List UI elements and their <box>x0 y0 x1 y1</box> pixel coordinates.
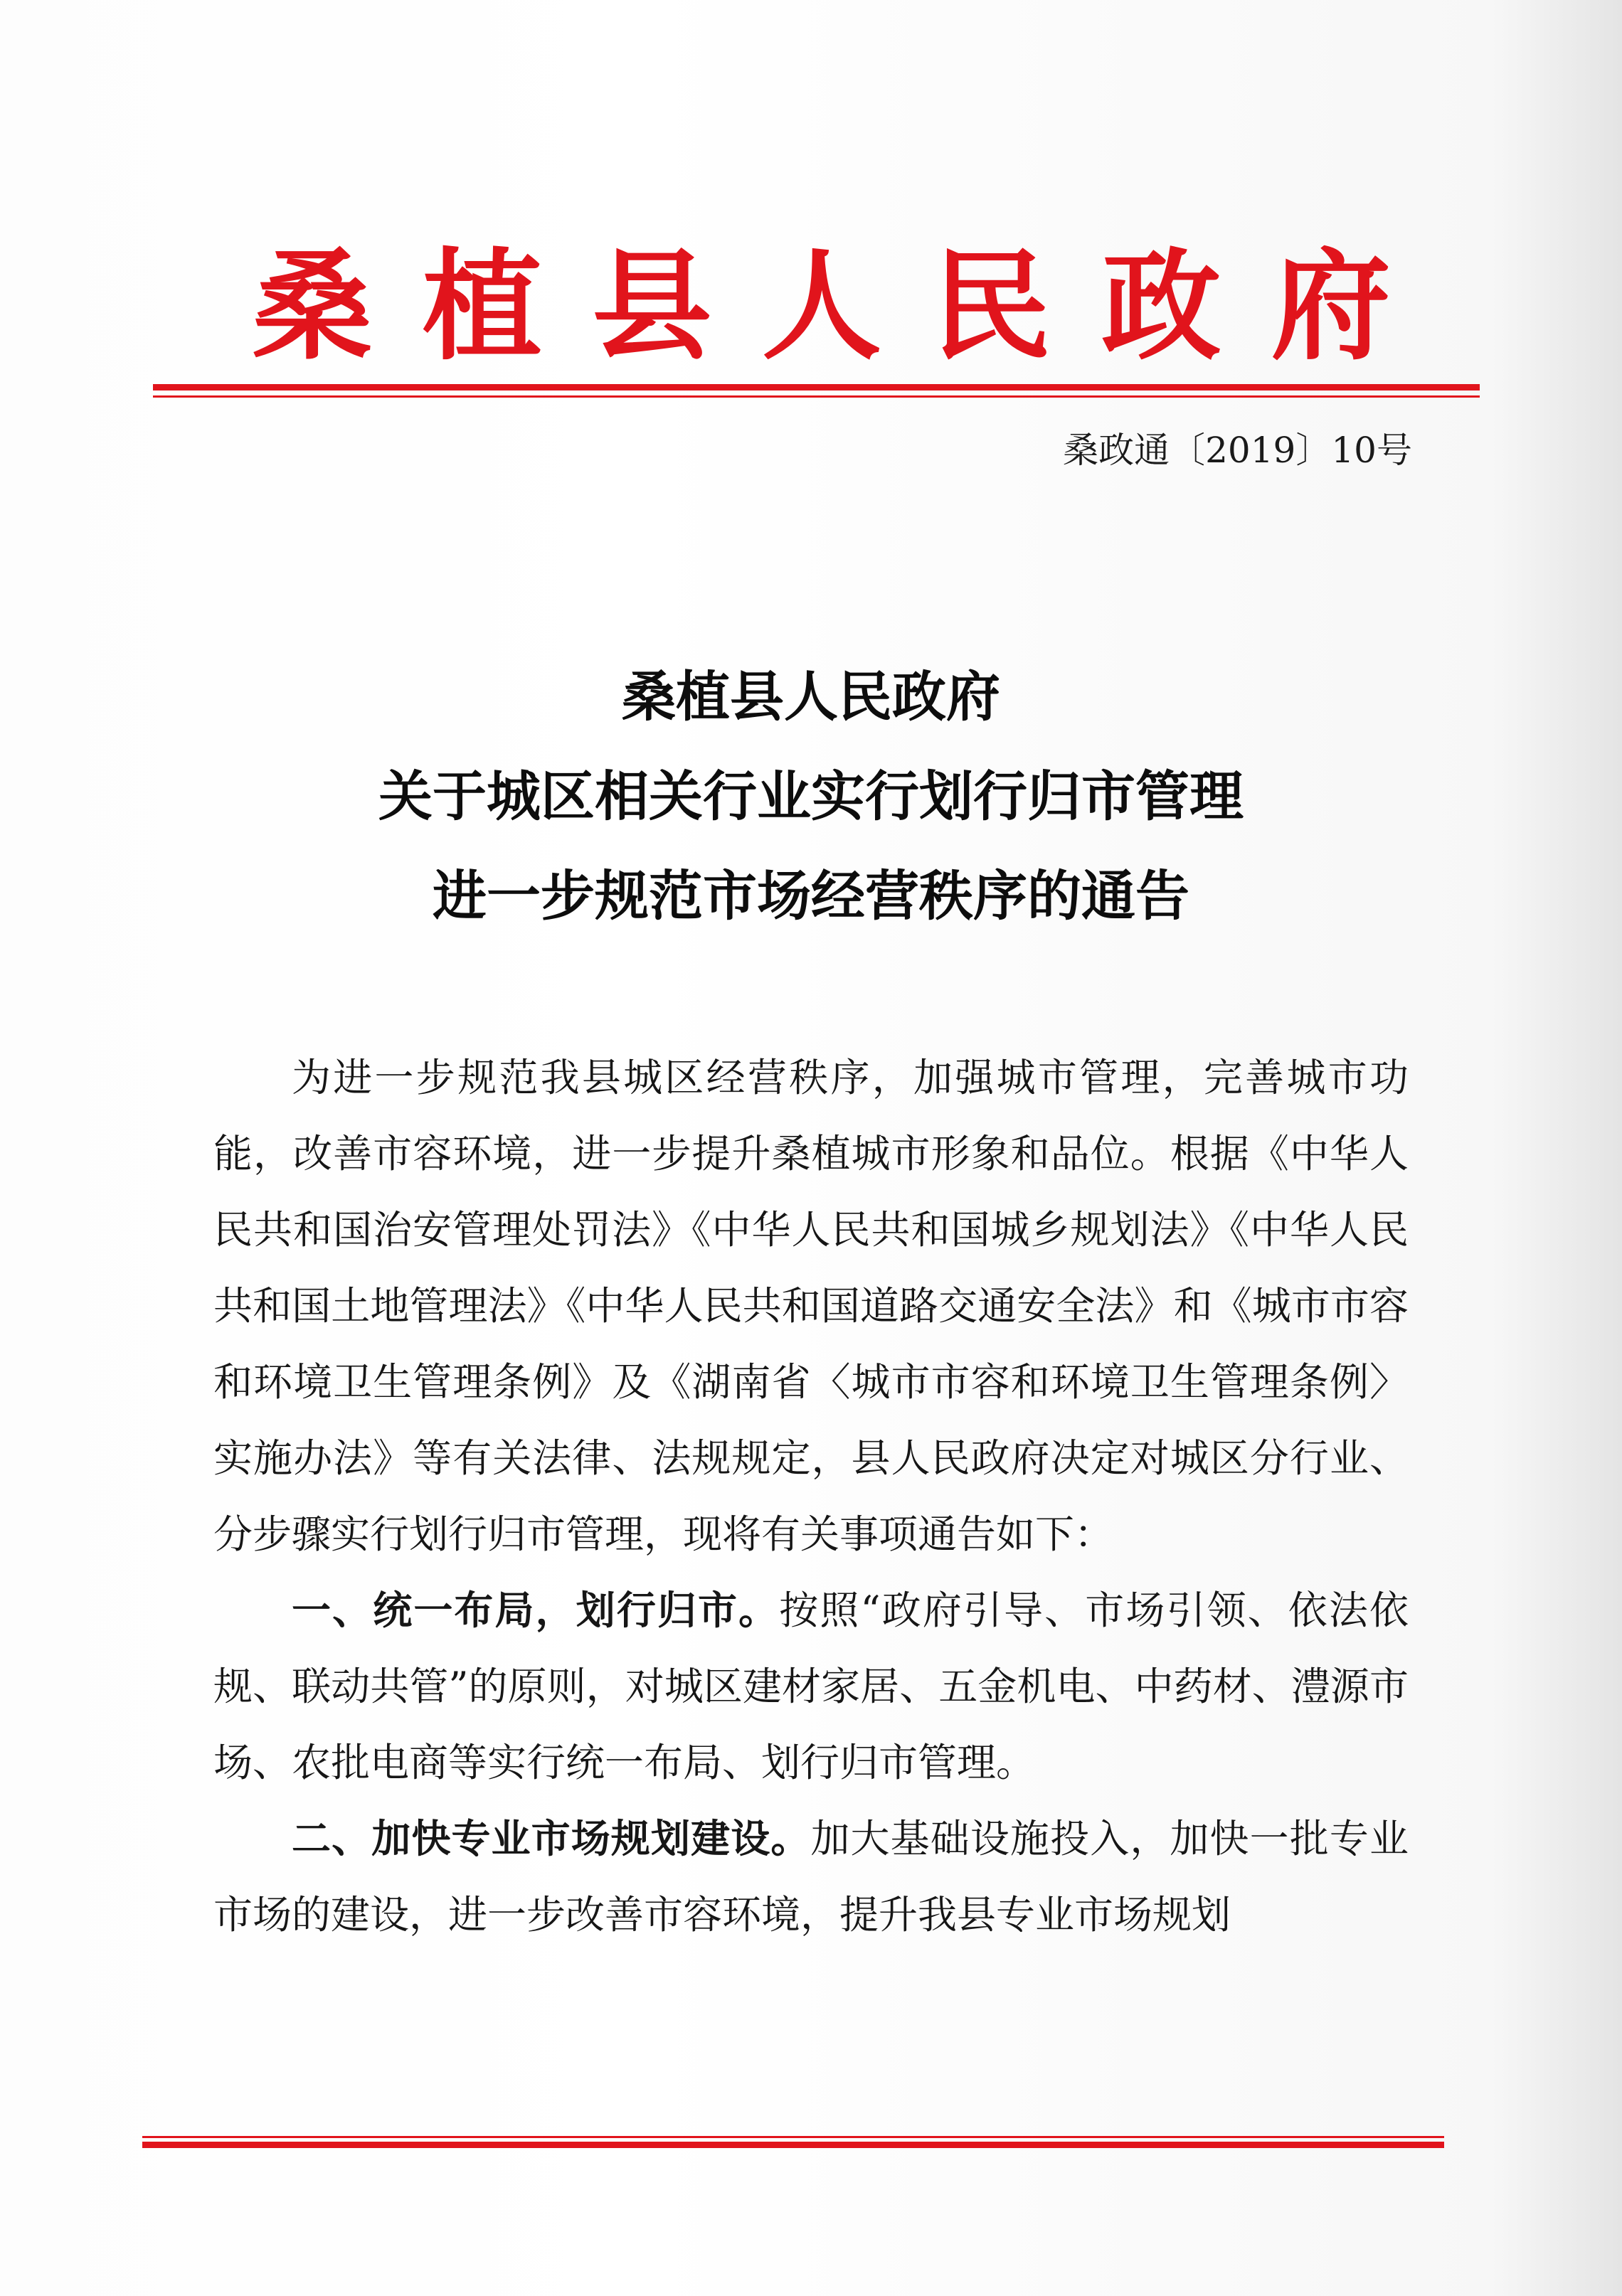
title-line-3: 进一步规范市场经营秩序的通告 <box>433 864 1189 928</box>
masthead-char: 县 <box>592 235 712 376</box>
item-2-text: 加大基础设施投入，加快一批专业市场的建设，进一步改善市容环境，提升我县专业市场规划 <box>213 1816 1409 1938</box>
masthead-char: 府 <box>1271 235 1391 376</box>
top-red-rule-thin <box>153 395 1480 398</box>
masthead-char: 人 <box>761 235 881 376</box>
document-title <box>0 647 1622 946</box>
intro-paragraph: 为进一步规范我县城区经营秩序，加强城市管理，完善城市功能，改善市容环境，进一步提升桑植城市形象和品位。根据《中华人民共和国治安管理处罚法》《中华人民共和国城乡规划法》《中华人民共和国土地管理法》《中华人民共和国道路交通安全法》和《城市市容和环境卫生管理条例》及《湖南省〈城市市容和环境卫生管理条例〉实施办法》等有关法律、法规规定，县人民政府决定对城区分行业、分步骤实行划行归市管理，现将有关事项通告如下： <box>213 1055 1409 1557</box>
masthead-char: 桑 <box>253 235 372 376</box>
item-2-heading: 二、加快专业市场规划建设。 <box>292 1816 811 1861</box>
item-1-heading: 一、统一布局，划行归市。 <box>292 1588 780 1633</box>
title-line-1: 桑植县人民政府 <box>622 665 1000 728</box>
masthead-char: 植 <box>422 235 542 376</box>
item-1-text: 按照“政府引导、市场引领、依法依规、联动共管”的原则，对城区建材家居、五金机电、中药材、澧源市场、农批电商等实行统一布局、划行归市管理。 <box>213 1588 1409 1785</box>
masthead-char: 政 <box>1101 235 1221 376</box>
bottom-red-rule-thin <box>142 2136 1444 2138</box>
item-1-paragraph <box>213 1573 1409 1801</box>
top-red-rule-thick <box>153 384 1480 390</box>
item-2-paragraph <box>213 1801 1409 1953</box>
masthead-char: 民 <box>931 235 1051 376</box>
masthead-title <box>253 235 1391 376</box>
title-line-2: 关于城区相关行业实行划行归市管理 <box>378 765 1244 828</box>
document-number: 桑政通〔2019〕10号 <box>1063 430 1412 471</box>
bottom-red-rule-thick <box>142 2142 1444 2148</box>
document-body <box>213 1040 1409 1953</box>
